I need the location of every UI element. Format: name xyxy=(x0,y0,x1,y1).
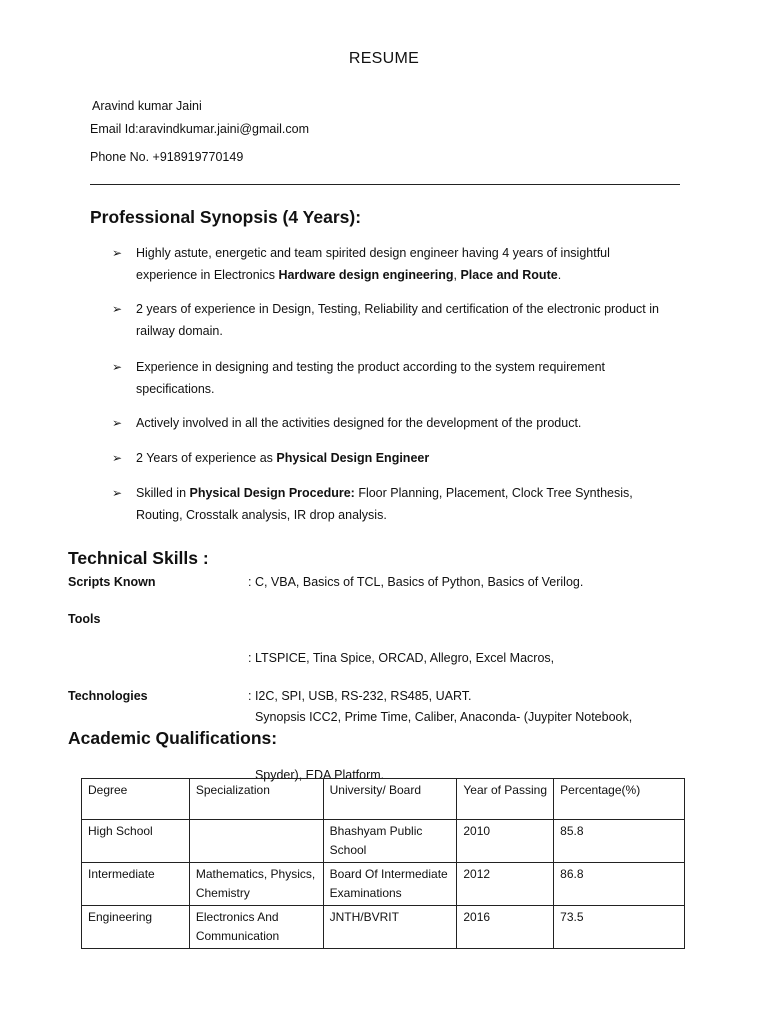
table-header-row xyxy=(82,779,685,820)
cell-degree: Intermediate xyxy=(82,863,190,906)
cell-specialization: Electronics And Communication xyxy=(189,906,323,949)
table-row xyxy=(82,906,685,949)
cell-percentage: 86.8 xyxy=(554,863,685,906)
cell-degree: Engineering xyxy=(82,906,190,949)
arrow-bullet-icon: ➢ xyxy=(112,416,123,430)
synopsis-item: ➢ 2 years of experience in Design, Testing, Reliability and certification of the electronic product in railway domain. xyxy=(112,298,672,342)
cell-percentage: 73.5 xyxy=(554,906,685,949)
cell-specialization: Mathematics, Physics, Chemistry xyxy=(189,863,323,906)
technical-skills-heading: Technical Skills : xyxy=(68,548,209,568)
skill-value-technologies: : I2C, SPI, USB, RS-232, RS485, UART. xyxy=(248,689,472,703)
synopsis-item: ➢ Actively involved in all the activities designed for the development of the product. xyxy=(112,412,672,434)
arrow-bullet-icon: ➢ xyxy=(112,360,123,374)
skill-value-tools: : LTSPICE, Tina Spice, ORCAD, Allegro, Excel Macros, Synopsis ICC2, Prime Time, Caliber, Anaconda- (Juypiter Notebook, Spyder), EDA Platform. xyxy=(248,651,633,782)
skill-label-technologies: Technologies xyxy=(68,689,148,703)
academic-heading: Academic Qualifications: xyxy=(68,728,278,748)
table-row xyxy=(82,863,685,906)
arrow-bullet-icon: ➢ xyxy=(112,451,123,465)
column-header: Percentage(%) xyxy=(554,779,685,820)
synopsis-item: ➢ 2 Years of experience as Physical Design Engineer xyxy=(112,447,672,469)
skill-label-scripts: Scripts Known xyxy=(68,575,156,589)
skill-value-scripts: : C, VBA, Basics of TCL, Basics of Python, Basics of Verilog. xyxy=(248,575,584,589)
arrow-bullet-icon: ➢ xyxy=(112,246,123,260)
skill-label-tools: Tools xyxy=(68,612,101,626)
header-divider xyxy=(90,184,680,185)
arrow-bullet-icon: ➢ xyxy=(112,486,123,500)
cell-year: 2010 xyxy=(457,820,554,863)
cell-percentage: 85.8 xyxy=(554,820,685,863)
phone-line: Phone No. +918919770149 xyxy=(90,150,244,164)
table-row xyxy=(82,820,685,863)
synopsis-heading: Professional Synopsis (4 Years): xyxy=(90,207,362,227)
arrow-bullet-icon: ➢ xyxy=(112,302,123,316)
email-line: Email Id:aravindkumar.jaini@gmail.com xyxy=(90,122,310,136)
synopsis-item: ➢ Skilled in Physical Design Procedure: Floor Planning, Placement, Clock Tree Synthesis, Routing, Crosstalk analysis, IR drop analysis. xyxy=(112,482,672,526)
column-header: University/ Board xyxy=(323,779,457,820)
cell-year: 2012 xyxy=(457,863,554,906)
resume-title: RESUME xyxy=(348,50,420,67)
cell-specialization xyxy=(189,820,323,863)
cell-university: Bhashyam Public School xyxy=(323,820,457,863)
cell-university: Board Of Intermediate Examinations xyxy=(323,863,457,906)
cell-degree: High School xyxy=(82,820,190,863)
academic-table xyxy=(81,778,685,949)
cell-year: 2016 xyxy=(457,906,554,949)
synopsis-item: ➢ Highly astute, energetic and team spirited design engineer having 4 years of insightful experience in Electronics Hardware design engineering, Place and Route. xyxy=(112,242,672,286)
column-header: Year of Passing xyxy=(457,779,554,820)
column-header: Specialization xyxy=(189,779,323,820)
column-header: Degree xyxy=(82,779,190,820)
cell-university: JNTH/BVRIT xyxy=(323,906,457,949)
candidate-name: Aravind kumar Jaini xyxy=(92,99,202,113)
synopsis-item: ➢ Experience in designing and testing the product according to the system requirement specifications. xyxy=(112,356,672,400)
